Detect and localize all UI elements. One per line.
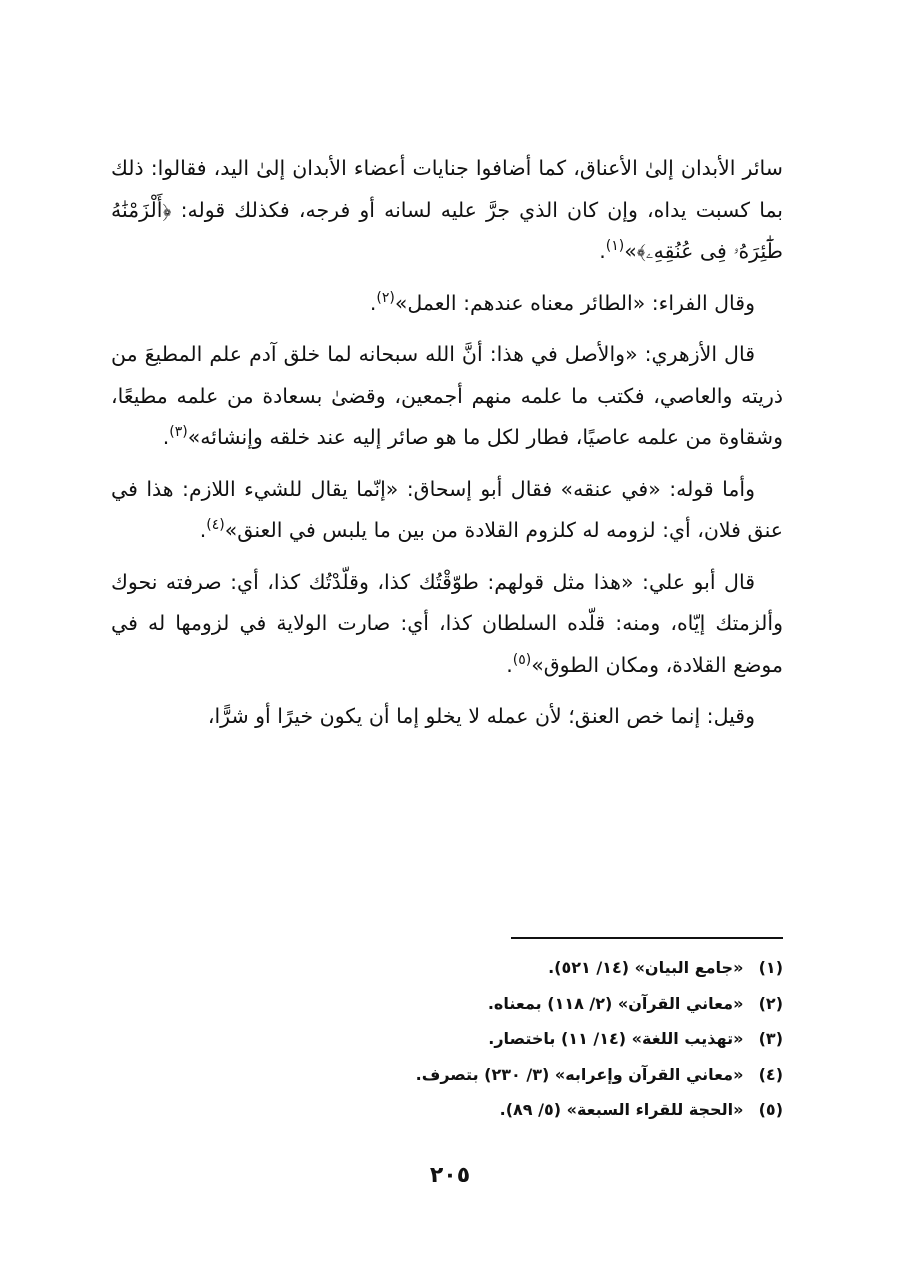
paragraph-5: [111, 562, 783, 687]
footnote-ref-3[interactable]: (٣): [169, 424, 188, 441]
footnotes: [283, 950, 783, 1128]
page-number: ٢٠٥: [429, 1163, 471, 1188]
footnote-text: «معاني القرآن وإعرابه» (٣/ ٢٣٠) بتصرف.: [415, 1064, 744, 1084]
footnote-text: «تهذيب اللغة» (١٤/ ١١) باختصار.: [488, 1029, 744, 1048]
paragraph-text: وقال الفراء: «الطائر معناه عندهم: العمل»: [394, 290, 755, 315]
paragraph-3: [111, 334, 783, 459]
footnote-4: [283, 1057, 783, 1093]
paragraph-text: قال الأزهري: «والأصل في هذا: أنَّ الله سبحانه لما خلق آدم علم المطيعَ من ذريته والعاصي، فكتب ما علمه منهم أجمعين، وقضىٰ بسعادة من علمه مطيعًا، وشقاوة من علمه عاصيًا، فطار لكل ما هو صائر إليه عند خلقه وإنشائه»: [111, 342, 783, 449]
paragraph-4: [111, 469, 783, 552]
footnote-text: «معاني القرآن» (٢/ ١١٨) بمعناه.: [487, 993, 744, 1013]
footnote-number: (١): [758, 958, 783, 977]
quran-verse: ﴿أَلْزَمْنَٰهُ طَٰٓئِرَهُۥ فِى عُنُقِهِۦ﴾: [111, 197, 783, 263]
period: .: [199, 518, 207, 542]
footnote-3: [283, 1021, 783, 1057]
footnote-2: [283, 986, 783, 1022]
footnote-text: «جامع البيان» (١٤/ ٥٢١).: [548, 958, 744, 977]
paragraph-6: [111, 696, 783, 738]
footnote-number: (٤): [758, 1064, 783, 1084]
paragraph-text: سائر الأبدان إلىٰ الأعناق، كما أضافوا جنايات أعضاء الأبدان إلىٰ اليد، فقالوا: ذلك بما كسبت يداه، وإن كان الذي جرَّ عليه لسانه أو فرجه، فكذلك قوله:: [111, 156, 783, 222]
paragraph-text: وأما قوله: «في عنقه» فقال أبو إسحاق: «إنّما يقال للشيء اللازم: هذا في عنق فلان، أي: لزومه له كلزوم القلادة من بين ما يلبس في العنق»: [111, 476, 783, 542]
period: .: [599, 239, 606, 263]
footnote-ref-1[interactable]: (١): [605, 238, 625, 255]
footnote-text: «الحجة للقراء السبعة» (٥/ ٨٩).: [499, 1100, 744, 1119]
paragraph-2: [111, 283, 783, 325]
paragraph-1: [111, 148, 783, 273]
footnote-number: (٥): [758, 1100, 783, 1119]
footnote-5: [283, 1092, 783, 1128]
closing-quote: »: [624, 239, 637, 263]
main-text: [111, 148, 783, 748]
footnote-ref-2[interactable]: (٢): [376, 289, 395, 306]
period: .: [369, 290, 377, 315]
footnote-1: [283, 950, 783, 986]
footnote-number: (٣): [758, 1029, 783, 1048]
paragraph-text: قال أبو علي: «هذا مثل قولهم: طوّقْتُك كذا، وقلّدْتُك كذا، أي: صرفته نحوك وألزمتك إيّاه، ومنه: قلّده السلطان كذا، أي: صارت الولاية في لزومها له في موضع القلادة، ومكان الطوق»: [111, 569, 783, 677]
footnote-ref-5[interactable]: (٥): [512, 651, 532, 668]
paragraph-text: وقيل: إنما خص العنق؛ لأن عمله لا يخلو إما أن يكون خيرًا أو شرًّا،: [207, 704, 755, 728]
footnote-number: (٢): [758, 993, 783, 1013]
period: .: [162, 425, 170, 449]
footnote-divider: [511, 937, 783, 939]
footnote-ref-4[interactable]: (٤): [206, 517, 225, 534]
period: .: [506, 652, 513, 677]
